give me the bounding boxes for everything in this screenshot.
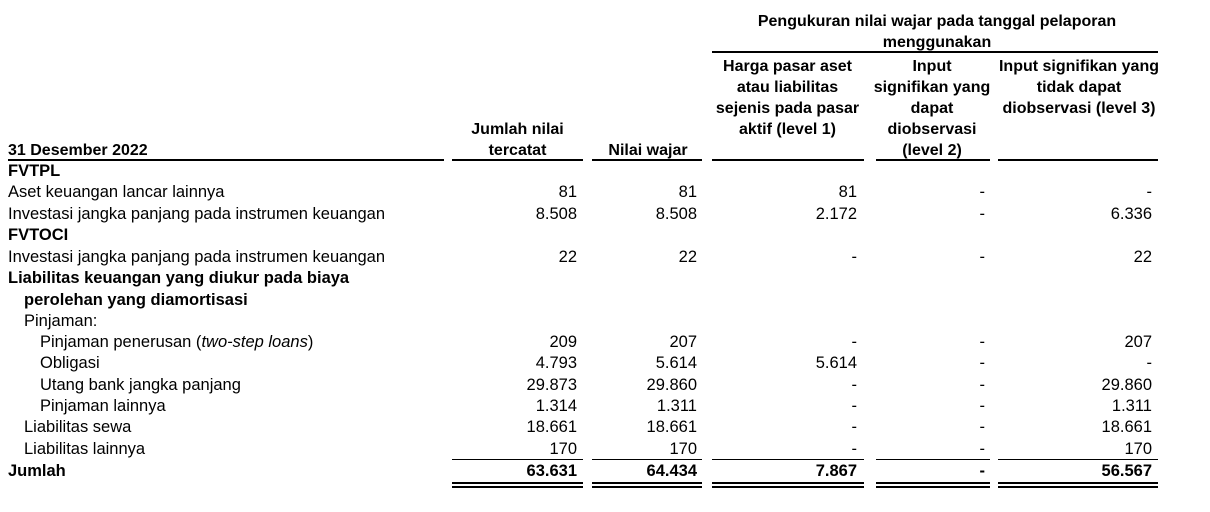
cell-carrying: 4.793 (535, 354, 577, 372)
cell-level2: - (979, 205, 985, 223)
col-header-level3: Input signifikan yang tidak dapat diobservasi (level 3) (998, 58, 1159, 117)
total-double-line-col4 (876, 482, 990, 488)
col-header-carrying-amount: Jumlah nilai tercatat (471, 121, 564, 159)
section-fvtoci: FVTOCI (8, 226, 69, 244)
table-row (0, 353, 1210, 374)
table-row (0, 182, 1210, 203)
cell-level3: 207 (1124, 333, 1152, 351)
total-double-line-col5 (998, 482, 1158, 488)
cell-fair-value: 207 (669, 333, 697, 351)
total-fair-value: 64.434 (646, 462, 697, 480)
table-row (0, 439, 1210, 460)
cell-level3: - (1146, 183, 1152, 201)
cell-fair-value: 8.508 (655, 205, 697, 223)
table-row (0, 417, 1210, 438)
cell-level1: 81 (838, 183, 857, 201)
subtotal-line-col1 (452, 459, 583, 460)
section-fvtpl: FVTPL (8, 162, 61, 180)
total-row (0, 461, 1210, 482)
subsection-pinjaman: Pinjaman: (24, 312, 98, 330)
total-level2: - (979, 462, 985, 480)
cell-level3: 29.860 (1101, 376, 1152, 394)
col-header-level2: Input signifikan yang dapat diobservasi (level 2) (873, 58, 991, 159)
row-label: Pinjaman lainnya (40, 397, 166, 415)
total-carrying: 63.631 (526, 462, 577, 480)
table-row (0, 396, 1210, 417)
cell-carrying: 1.314 (535, 397, 577, 415)
cell-level2: - (979, 333, 985, 351)
cell-level3: 22 (1133, 248, 1152, 266)
cell-level1: 2.172 (815, 205, 857, 223)
cell-carrying: 209 (549, 333, 577, 351)
subtotal-line-col2 (592, 459, 702, 460)
cell-fair-value: 18.661 (646, 418, 697, 436)
cell-carrying: 81 (558, 183, 577, 201)
row-label: Investasi jangka panjang pada instrumen keuangan (8, 205, 386, 223)
cell-fair-value: 22 (678, 248, 697, 266)
cell-fair-value: 1.311 (656, 397, 697, 415)
cell-level3: - (1146, 354, 1152, 372)
cell-level2: - (979, 440, 985, 458)
cell-level3: 6.336 (1110, 205, 1152, 223)
cell-fair-value: 170 (669, 440, 697, 458)
cell-level3: 1.311 (1111, 397, 1152, 415)
date-label: 31 Desember 2022 (8, 142, 148, 159)
cell-level2: - (979, 248, 985, 266)
cell-level1: - (851, 440, 857, 458)
total-double-line-col1 (452, 482, 583, 488)
cell-level2: - (979, 354, 985, 372)
row-label: Investasi jangka panjang pada instrumen keuangan (8, 248, 386, 266)
cell-level2: - (979, 397, 985, 415)
cell-level3: 18.661 (1101, 418, 1152, 436)
cell-level2: - (979, 376, 985, 394)
subtotal-line-col5 (998, 459, 1158, 460)
section-liabilities-cont: perolehan yang diamortisasi (24, 291, 248, 309)
cell-level1: 5.614 (815, 354, 857, 372)
cell-carrying: 22 (558, 248, 577, 266)
cell-level2: - (979, 418, 985, 436)
table-row (0, 332, 1210, 353)
col-header-fair-value: Nilai wajar (608, 142, 688, 159)
col-header-level1: Harga pasar aset atau liabilitas sejenis pada pasar aktif (level 1) (715, 58, 860, 138)
total-level1: 7.867 (815, 462, 857, 480)
cell-level2: - (979, 183, 985, 201)
total-double-line-col3 (712, 482, 864, 488)
table-row (0, 247, 1210, 268)
cell-fair-value: 29.860 (646, 376, 697, 394)
cell-level1: - (851, 397, 857, 415)
row-label: Obligasi (40, 354, 100, 372)
total-double-line-col2 (592, 482, 702, 488)
cell-level1: - (851, 376, 857, 394)
row-label: Liabilitas lainnya (24, 440, 146, 458)
total-label: Jumlah (8, 462, 66, 480)
subtotal-line-col4 (876, 459, 990, 460)
cell-carrying: 29.873 (526, 376, 577, 394)
cell-level1: - (851, 248, 857, 266)
total-level3: 56.567 (1101, 462, 1152, 480)
cell-carrying: 18.661 (526, 418, 577, 436)
cell-carrying: 170 (549, 440, 577, 458)
group-title-underline (712, 51, 1158, 53)
row-label: Utang bank jangka panjang (40, 376, 241, 394)
cell-fair-value: 5.614 (655, 354, 697, 372)
section-liabilities: Liabilitas keuangan yang diukur pada biaya (8, 269, 350, 287)
cell-fair-value: 81 (678, 183, 697, 201)
row-label: Aset keuangan lancar lainnya (8, 183, 225, 201)
cell-level1: - (851, 418, 857, 436)
cell-level1: - (851, 333, 857, 351)
group-title: Pengukuran nilai wajar pada tanggal pelaporan menggunakan (757, 13, 1117, 51)
row-label: Pinjaman penerusan (two-step loans) (40, 333, 314, 351)
table-row (0, 375, 1210, 396)
cell-level3: 170 (1124, 440, 1152, 458)
cell-carrying: 8.508 (535, 205, 577, 223)
row-label: Liabilitas sewa (24, 418, 132, 436)
table-row (0, 204, 1210, 225)
subtotal-line-col3 (712, 459, 864, 460)
